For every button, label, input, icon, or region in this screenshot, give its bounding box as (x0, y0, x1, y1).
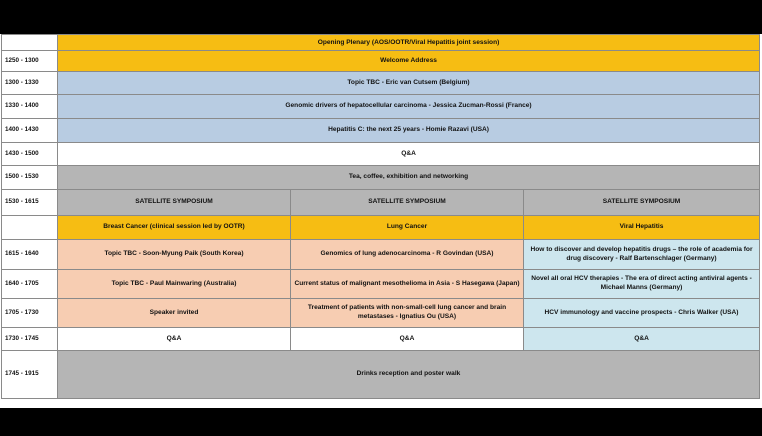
opening-plenary-title: Opening Plenary (AOS/OOTR/Viral Hepatitis joint session) (58, 35, 760, 51)
session-cell: Treatment of patients with non-small-cell lung cancer and brain metastases - Ignatius Ou (USA) (291, 299, 524, 328)
session-cell: Tea, coffee, exhibition and networking (58, 166, 760, 190)
agenda-row (2, 95, 760, 119)
session-cell: Novel all oral HCV therapies - The era of direct acting antiviral agents - Michael Manns (Germany) (524, 270, 760, 299)
session-cell: Speaker invited (58, 299, 291, 328)
time-cell: 1430 - 1500 (2, 143, 58, 166)
time-cell: 1615 - 1640 (2, 240, 58, 270)
session-cell: Genomics of lung adenocarcinoma - R Govindan (USA) (291, 240, 524, 270)
session-cell: Topic TBC - Paul Mainwaring (Australia) (58, 270, 291, 299)
time-cell: 1530 - 1615 (2, 190, 58, 216)
time-cell: 1640 - 1705 (2, 270, 58, 299)
time-cell: 1745 - 1915 (2, 351, 58, 399)
bottom-black-bar (0, 408, 762, 436)
track-header-lung-cancer: Lung Cancer (291, 216, 524, 240)
session-cell: Current status of malignant mesothelioma in Asia - S Hasegawa (Japan) (291, 270, 524, 299)
time-cell: 1300 - 1330 (2, 72, 58, 95)
session-cell: HCV immunology and vaccine prospects - Chris Walker (USA) (524, 299, 760, 328)
track-header-breast-cancer: Breast Cancer (clinical session led by OOTR) (58, 216, 291, 240)
satellite-label: SATELLITE SYMPOSIUM (58, 190, 291, 216)
session-cell: How to discover and develop hepatitis drugs – the role of academia for drug discovery - Ralf Bartenschlager (Germany) (524, 240, 760, 270)
header-row (2, 35, 760, 51)
session-cell: Hepatitis C: the next 25 years - Homie Razavi (USA) (58, 119, 760, 143)
agenda-row (2, 270, 760, 299)
agenda-row (2, 72, 760, 95)
agenda-row (2, 240, 760, 270)
agenda-row (2, 166, 760, 190)
agenda-table (1, 34, 760, 399)
track-header-viral-hepatitis: Viral Hepatitis (524, 216, 760, 240)
time-cell (2, 216, 58, 240)
time-cell: 1330 - 1400 (2, 95, 58, 119)
time-cell: 1730 - 1745 (2, 328, 58, 351)
agenda-row (2, 143, 760, 166)
agenda-row (2, 299, 760, 328)
time-cell: 1250 - 1300 (2, 51, 58, 72)
session-cell: Q&A (524, 328, 760, 351)
track-header-row (2, 216, 760, 240)
satellite-label: SATELLITE SYMPOSIUM (524, 190, 760, 216)
time-cell: 1705 - 1730 (2, 299, 58, 328)
top-black-bar (0, 0, 762, 34)
session-cell: Topic TBC - Soon-Myung Paik (South Korea) (58, 240, 291, 270)
header-time-cell (2, 35, 58, 51)
session-cell: Q&A (291, 328, 524, 351)
satellite-label: SATELLITE SYMPOSIUM (291, 190, 524, 216)
session-cell: Welcome Address (58, 51, 760, 72)
agenda-row (2, 51, 760, 72)
satellite-row (2, 190, 760, 216)
session-cell: Q&A (58, 328, 291, 351)
time-cell: 1500 - 1530 (2, 166, 58, 190)
session-cell: Topic TBC - Eric van Cutsem (Belgium) (58, 72, 760, 95)
agenda-row (2, 119, 760, 143)
agenda-row (2, 328, 760, 351)
agenda-row (2, 351, 760, 399)
session-cell: Drinks reception and poster walk (58, 351, 760, 399)
session-cell: Q&A (58, 143, 760, 166)
time-cell: 1400 - 1430 (2, 119, 58, 143)
session-cell: Genomic drivers of hepatocellular carcinoma - Jessica Zucman-Rossi (France) (58, 95, 760, 119)
